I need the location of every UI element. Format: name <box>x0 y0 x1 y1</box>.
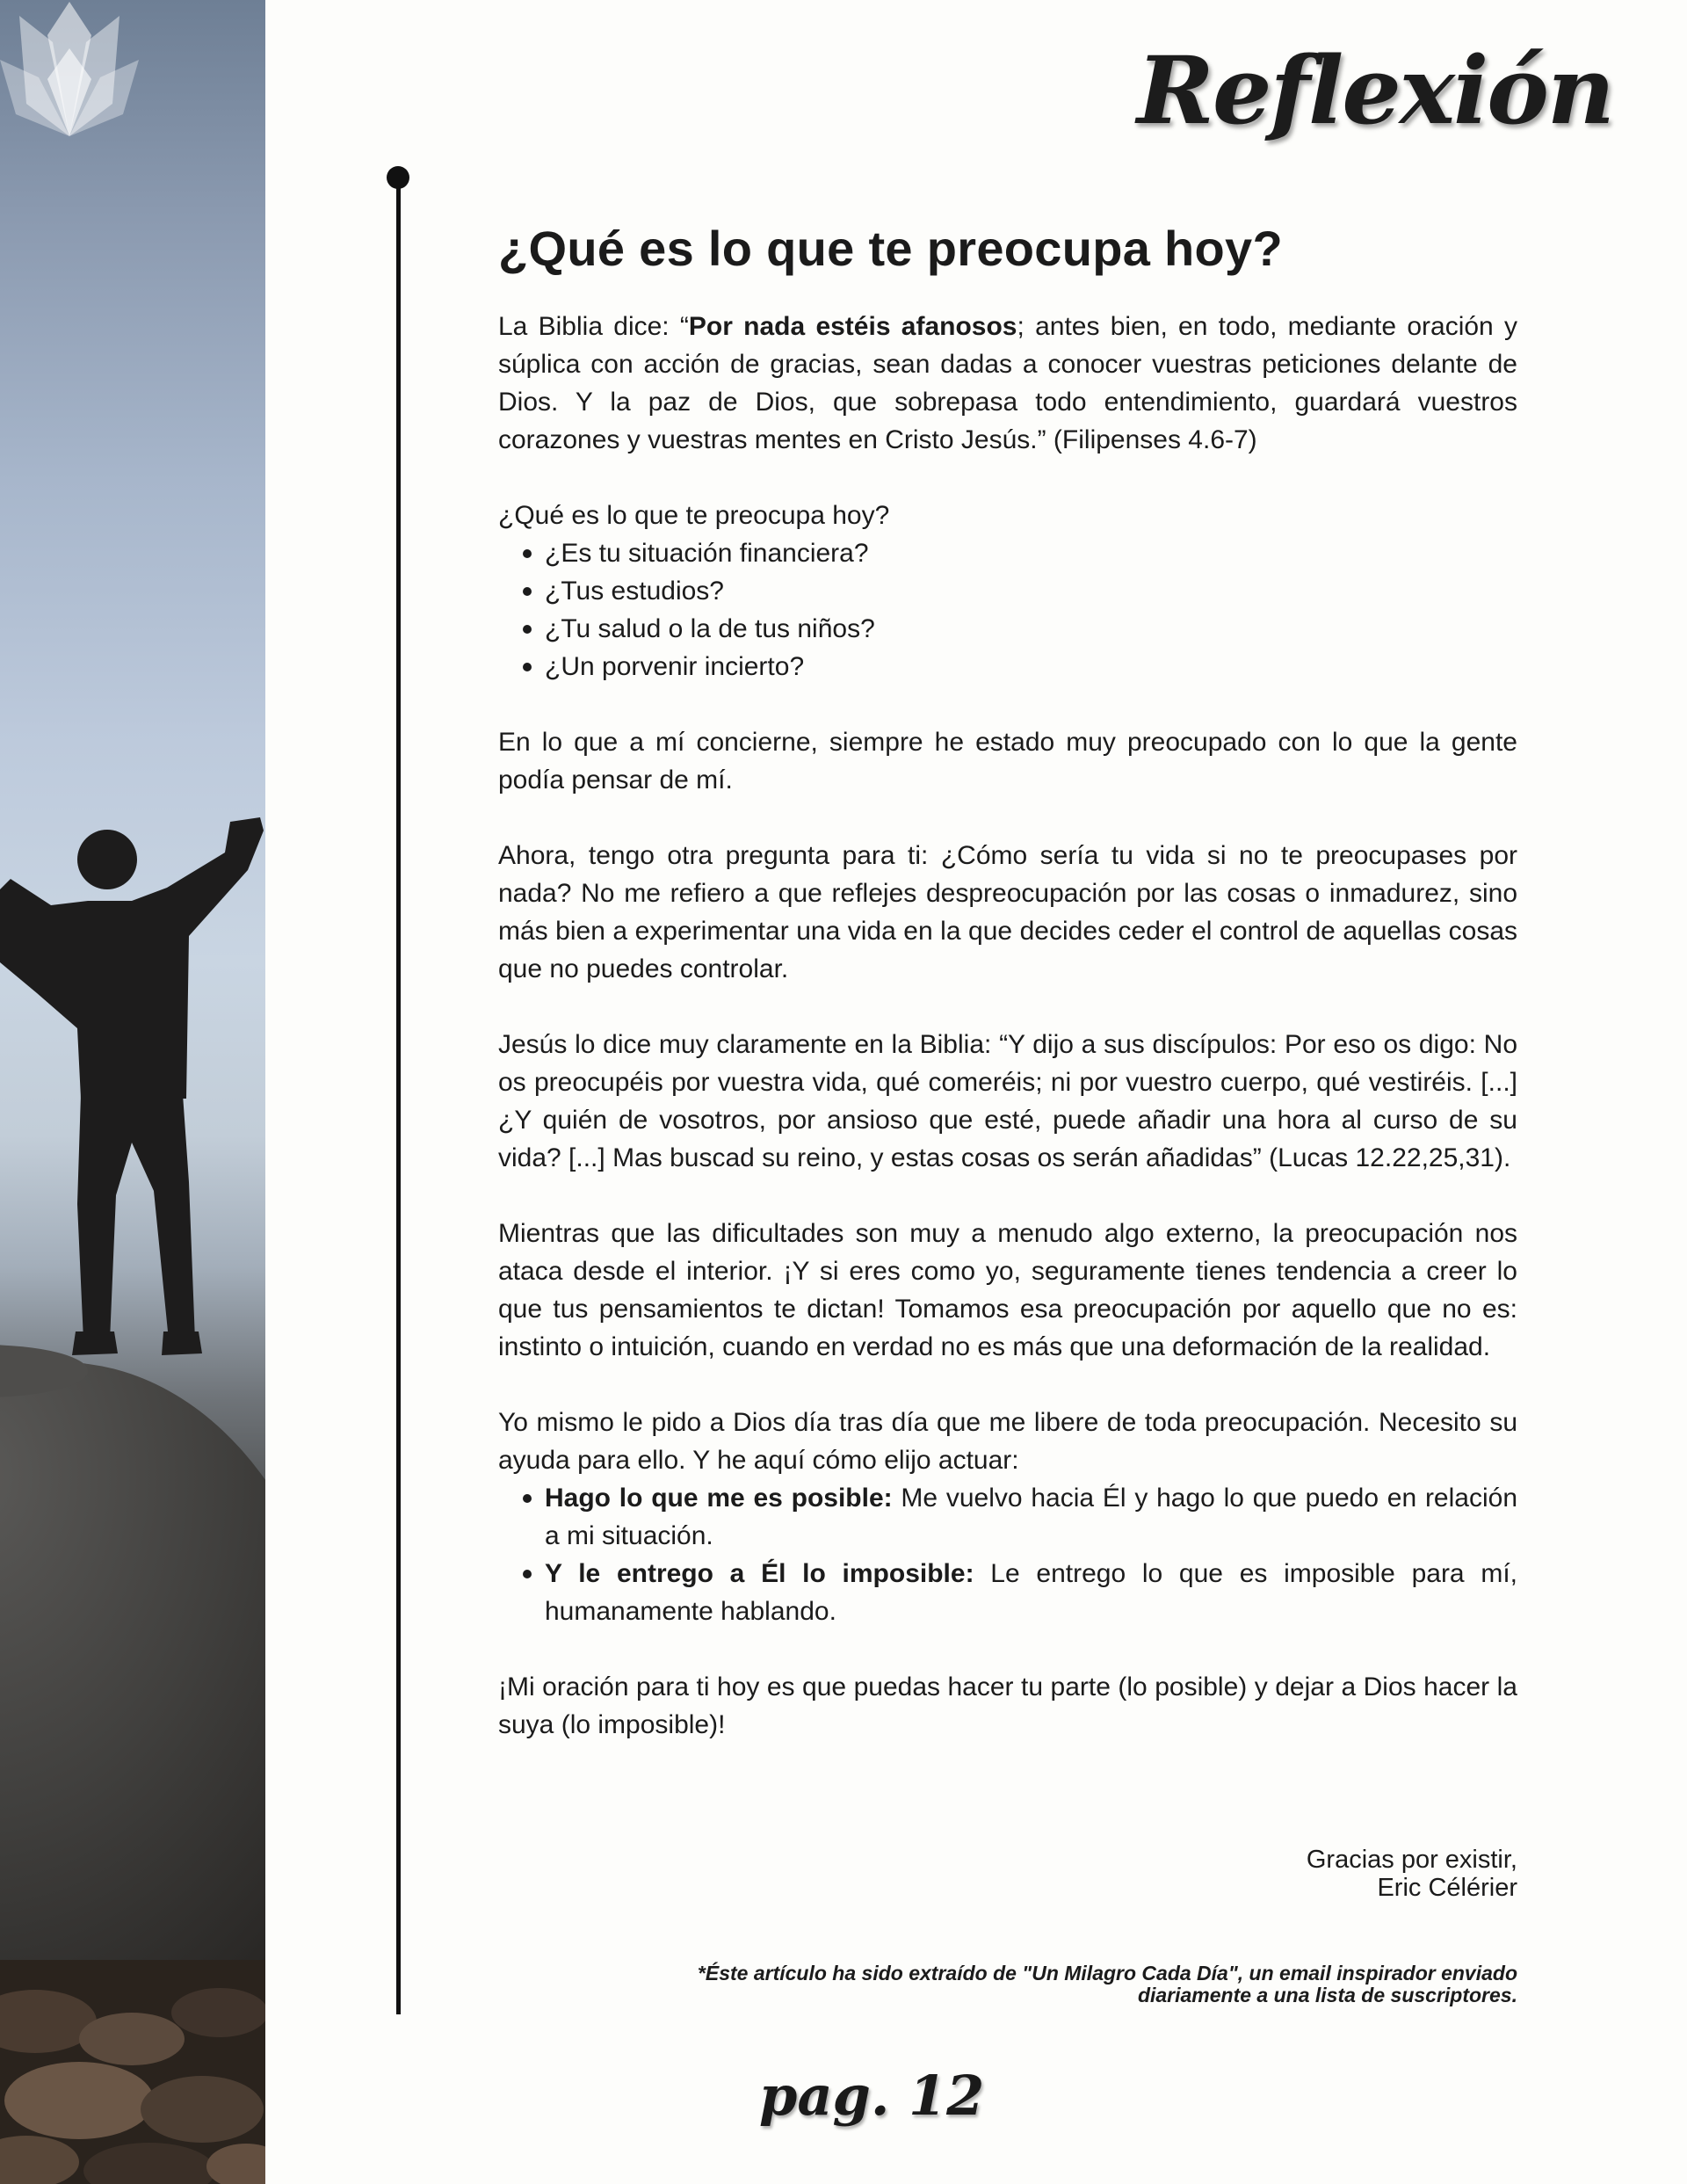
closing-paragraph: ¡Mi oración para ti hoy es que puedas hacer tu parte (lo posible) y dejar a Dios hacer la suya (lo imposible)! <box>498 1672 1517 1739</box>
person-arms-raised-illustration <box>0 0 265 2184</box>
actions-list <box>498 1479 1517 1630</box>
action-label: Hago lo que me es posible: <box>545 1484 893 1513</box>
timeline-line <box>396 176 401 2014</box>
signature <box>498 1846 1517 1902</box>
action-text: Me vuelvo hacia Él y hago lo que puedo en relación a mi situación. <box>545 1484 1518 1550</box>
article-title: ¿Qué es lo que te preocupa hoy? <box>498 221 1283 276</box>
action-label: Y le entrego a Él lo imposible: <box>545 1559 974 1588</box>
question-lead: ¿Qué es lo que te preocupa hoy? <box>498 501 890 530</box>
footnote-line: *Éste artículo ha sido extraído de "Un Milagro Cada Día", un email inspirador enviado <box>697 1962 1517 1984</box>
section-title: Reflexión <box>1136 35 1613 145</box>
paragraph: En lo que a mí concierne, siempre he estado muy preocupado con lo que la gente podía pensar de mí. <box>498 728 1517 795</box>
cover-photo-strip <box>0 0 265 2184</box>
list-item: ¿Tus estudios? <box>545 572 1517 610</box>
list-item <box>545 1479 1517 1555</box>
questions-list <box>498 534 1517 686</box>
signature-greeting: Gracias por existir, <box>1306 1846 1517 1874</box>
lotus-logo-icon <box>0 0 139 139</box>
paragraph: Mientras que las dificultades son muy a menudo algo externo, la preocupación nos ataca desde el interior. ¡Y si eres como yo, seguramente tienes tendencia a creer lo que tus pensamientos te dictan! Tomamos esa preocupación por aquello que no es: instinto o intuición, cuando en verdad no es más que una deformación de la realidad. <box>498 1219 1517 1361</box>
list-item: ¿Un porvenir incierto? <box>545 648 1517 686</box>
action-text: Le entrego lo que es imposible para mí, humanamente hablando. <box>545 1559 1517 1626</box>
signature-author: Eric Célérier <box>1377 1874 1517 1902</box>
footnote-line: diariamente a una lista de suscriptores. <box>1137 1984 1517 2006</box>
article-body <box>498 209 1517 1781</box>
list-item: ¿Tu salud o la de tus niños? <box>545 610 1517 648</box>
intro-text-end: ; antes bien, en todo, mediante oración y súplica con acción de gracias, sean dadas a conocer vuestras peticiones delante de Dios. Y la paz de Dios, que sobrepasa todo entendimiento, guardará vuestros corazones y vuestras mentes en Cristo Jesús.” (Filipenses 4.6-7) <box>498 312 1517 454</box>
intro-bold-quote: Por nada estéis afanosos <box>688 312 1017 341</box>
list-item: ¿Es tu situación financiera? <box>545 534 1517 572</box>
intro-paragraph <box>498 308 1517 459</box>
intro-text-start: La Biblia dice: “ <box>498 312 689 341</box>
paragraph: Yo mismo le pido a Dios día tras día que me libere de toda preocupación. Necesito su ayuda para ello. Y he aquí cómo elijo actuar: <box>498 1408 1517 1475</box>
source-footnote <box>498 1963 1517 2006</box>
list-item <box>545 1555 1517 1630</box>
page-number: pag. 12 <box>759 2064 985 2128</box>
paragraph: Ahora, tengo otra pregunta para ti: ¿Cómo sería tu vida si no te preocupases por nada? No me refiero a que reflejes despreocupación por las cosas o inmadurez, sino más bien a experimentar una vida en la que decides ceder el control de aquellas cosas que no puedes controlar. <box>498 841 1517 983</box>
paragraph: Jesús lo dice muy claramente en la Biblia: “Y dijo a sus discípulos: Por eso os digo: No os preocupéis por vuestra vida, qué comeréis; ni por vuestro cuerpo, qué vestiréis. [...] ¿Y quién de vosotros, por ansioso que esté, puede añadir una hora al curso de su vida? [...] Mas buscad su reino, y estas cosas os serán añadidas” (Lucas 12.22,25,31). <box>498 1030 1517 1172</box>
